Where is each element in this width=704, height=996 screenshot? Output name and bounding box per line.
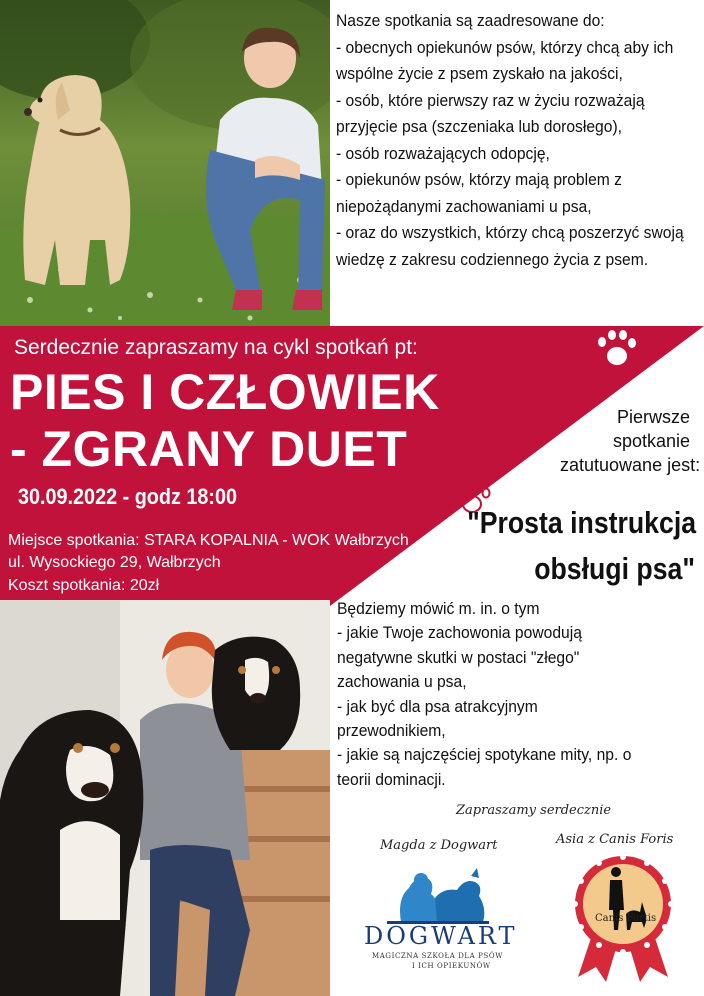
audience-line: - obecnych opiekunów psów, którzy chcą aby ich — [336, 37, 674, 57]
invite-text: Serdecznie zapraszamy na cykl spotkań pt: — [14, 336, 418, 359]
topic-line: przewodnikiem, — [337, 721, 446, 741]
topic-line: - jak być dla psa atrakcyjnym — [337, 696, 538, 716]
event-date: 30.09.2022 - godz 18:00 — [18, 484, 238, 509]
first-meeting-title-line: "Prosta instrukcja — [467, 505, 697, 540]
audience-line: wiedzę z zakresu codziennego życia z psem. — [336, 249, 649, 269]
photo-woman-with-labrador-illustration — [0, 0, 330, 326]
event-venue: Miejsce spotkania: STARA KOPALNIA - WOK Wałbrzych — [8, 532, 409, 549]
audience-line: wspólne życie z psem zyskało na jakości, — [336, 64, 623, 83]
first-meeting-line: zatutuowane jest: — [560, 455, 701, 475]
first-meeting-line: spotkanie — [612, 431, 690, 451]
audience-line: - osób, które pierwszy raz w życiu rozważają — [336, 90, 645, 110]
event-title-line2: - ZGRANY DUET — [10, 421, 408, 477]
dogwart-tagline-1: MAGICZNA SZKOŁA DLA PSÓW — [372, 952, 503, 960]
first-meeting-intro — [560, 405, 701, 477]
event-address: ul. Wysockiego 29, Wałbrzych — [8, 554, 221, 571]
topic-line: Będziemy mówić m. in. o tym — [337, 599, 540, 618]
topic-line: negatywne skutki w postaci "złego" — [337, 647, 580, 667]
photo-woman-with-bernese-dogs — [0, 600, 330, 996]
first-meeting-title-line: obsługi psa" — [534, 551, 695, 586]
signature-invite: Zapraszamy serdecznie — [456, 803, 612, 818]
photo-woman-with-bernese-dogs-illustration — [0, 600, 330, 996]
audience-line: niepożądanymi zachowaniami u psa, — [336, 196, 592, 216]
audience-line: - opiekunów psów, którzy mają problem z — [336, 170, 622, 189]
event-cost: Koszt spotkania: 20zł — [8, 577, 160, 594]
dogwart-logo-icon — [383, 868, 493, 924]
topic-line: - jakie są najczęściej spotykane mity, np. o — [337, 745, 632, 765]
dogwart-tagline-2: I ICH OPIEKUNÓW — [412, 962, 491, 970]
photo-woman-with-labrador — [0, 0, 330, 326]
signature-asia: Asia z Canis Foris — [556, 832, 674, 847]
dogwart-name: DOGWART — [364, 922, 518, 950]
topic-line: zachowania u psa, — [337, 672, 467, 692]
signature-magda: Magda z Dogwart — [380, 838, 498, 853]
audience-line: przyjęcie psa (szczeniaka lub dorosłego), — [336, 117, 623, 136]
topic-line: teorii dominacji. — [337, 769, 446, 789]
audience-line: Nasze spotkania są zaadresowane do: — [336, 11, 605, 30]
audience-line: - oraz do wszystkich, którzy chcą poszerzyć swoją — [336, 223, 684, 242]
audience-list — [336, 8, 684, 273]
first-meeting-title — [467, 500, 695, 592]
event-title-line1: PIES I CZŁOWIEK — [10, 364, 440, 420]
first-meeting-line: Pierwsze — [616, 407, 690, 427]
canis-fortis-label: Canis Fortis — [595, 913, 657, 924]
audience-line: - osób rozważających odopcję, — [336, 143, 550, 163]
topic-line: - jakie Twoje zachowonia powodują — [337, 623, 582, 643]
topics-list — [337, 597, 673, 792]
